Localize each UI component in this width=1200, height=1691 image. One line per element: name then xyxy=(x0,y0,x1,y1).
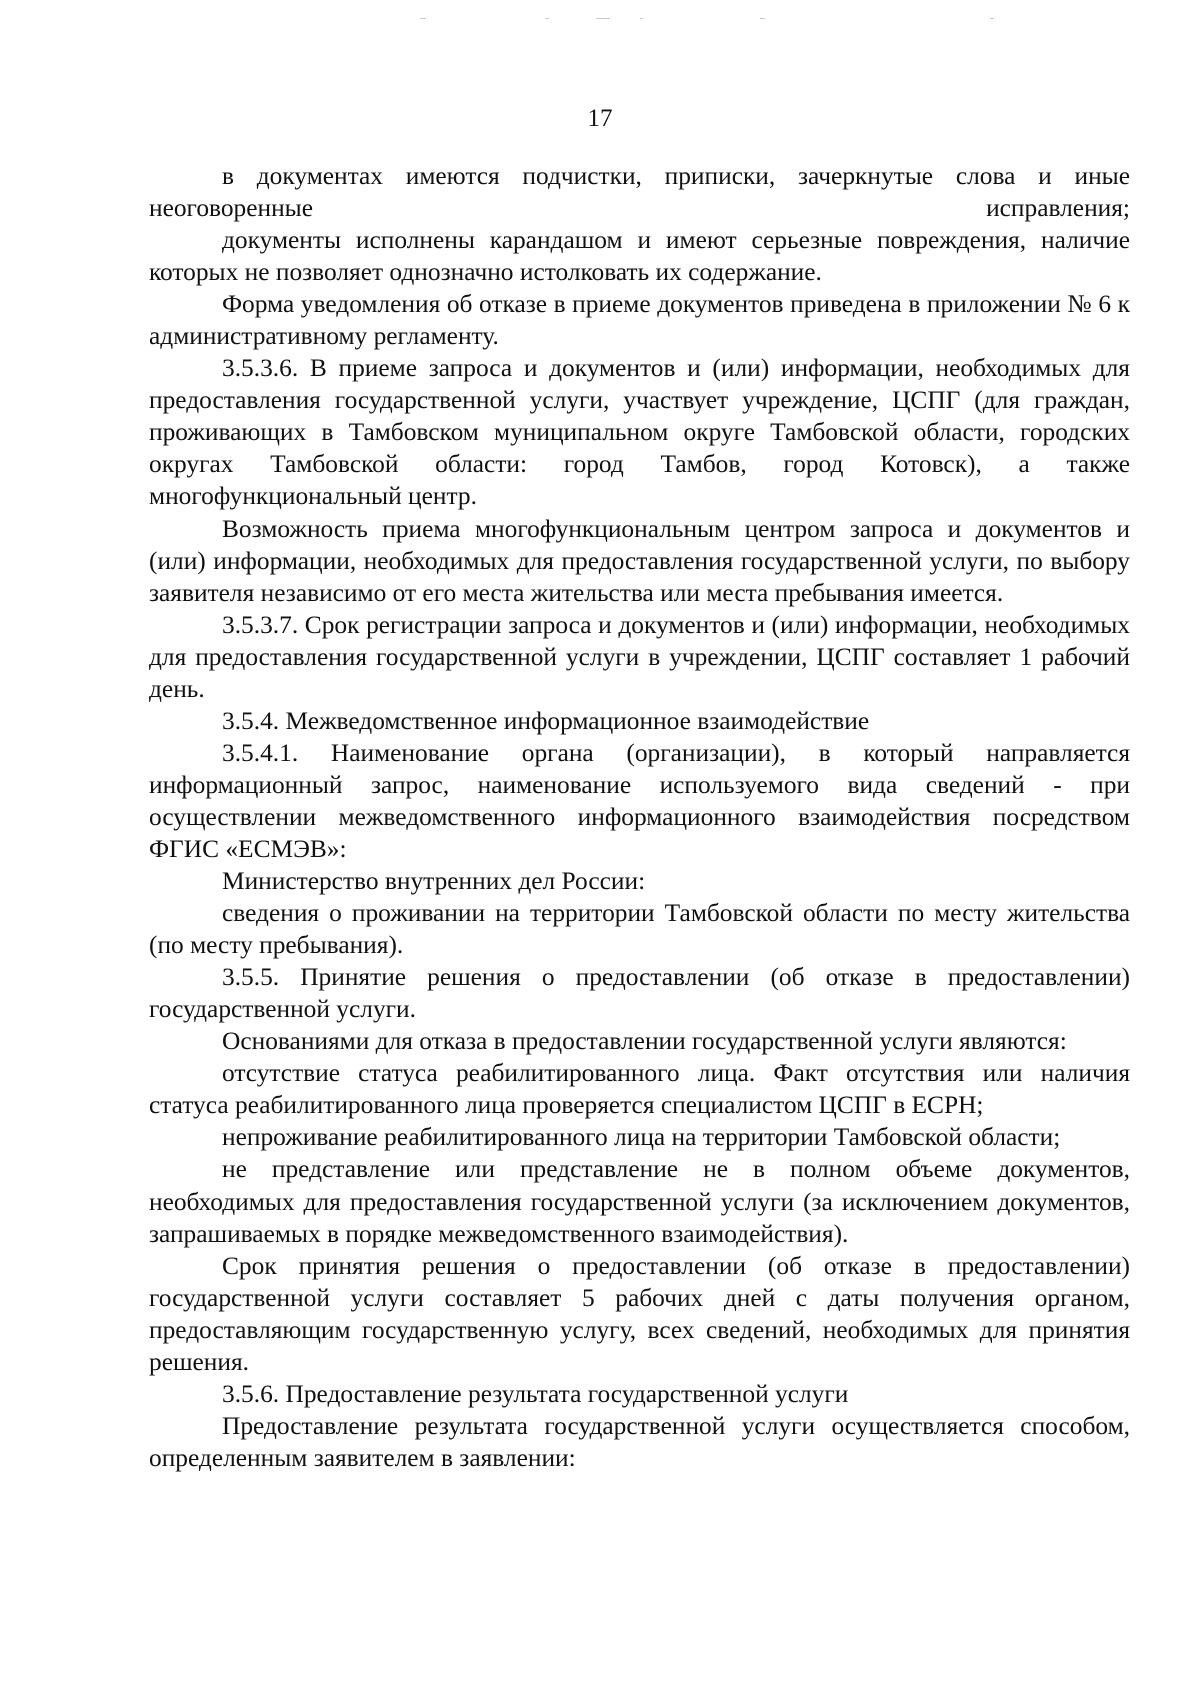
paragraph: 3.5.5. Принятие решения о предоставлении (об отказе в предоставлении) государственной услуги. xyxy=(149,963,1130,1024)
paragraph: непроживание реабилитированного лица на территории Тамбовской области; xyxy=(222,1123,1061,1152)
paragraph: Предоставление результата государственной услуги осуществляется способом, определенным заявителем в заявлении: xyxy=(149,1411,1130,1472)
paragraph: не представление или представление не в полном объеме документов, необходимых для предоставления государственной услуги (за исключением документов, запрашиваемых в порядке межведомственного взаимодействия). xyxy=(149,1155,1130,1248)
page-number: 17 xyxy=(587,105,613,132)
paragraph: 3.5.3.7. Срок регистрации запроса и документов и (или) информации, необходимых для предоставления государственной услуги в учреждении, ЦСПГ составляет 1 рабочий день. xyxy=(149,610,1130,703)
paragraph: отсутствие статуса реабилитированного лица. Факт отсутствия или наличия статуса реабилитированного лица проверяется специалистом ЦСПГ в ЕСРН; xyxy=(149,1059,1130,1120)
paragraph: Основаниями для отказа в предоставлении государственной услуги являются: xyxy=(222,1027,1067,1056)
paragraph: 3.5.4.1. Наименование органа (организации), в который направляется информационный запрос, наименование используемого вида сведений - при осуществлении межведомственного информационного взаимодействия посредством ФГИС «ЕСМЭВ»: xyxy=(149,738,1130,863)
paragraph: сведения о проживании на территории Тамбовской области по месту жительства (по месту пребывания). xyxy=(149,899,1130,960)
paragraph: Возможность приема многофункциональным центром запроса и документов и (или) информации, необходимых для предоставления государственной услуги, по выбору заявителя независимо от его места жительства или места пребывания имеется. xyxy=(149,514,1130,607)
paragraph: Форма уведомления об отказе в приеме документов приведена в приложении № 6 к административному регламенту. xyxy=(149,290,1130,351)
scan-artifacts xyxy=(0,18,1200,24)
paragraph: Министерство внутренних дел России: xyxy=(222,867,646,896)
paragraph: в документах имеются подчистки, приписки, зачеркнутые слова и иные неоговоренные исправления; xyxy=(149,162,1130,223)
section-heading: 3.5.6. Предоставление результата государственной услуги xyxy=(222,1379,849,1408)
section-heading: 3.5.4. Межведомственное информационное взаимодействие xyxy=(222,706,870,735)
paragraph: 3.5.3.6. В приеме запроса и документов и (или) информации, необходимых для предоставления государственной услуги, участвует учреждение, ЦСПГ (для граждан, проживающих в Тамбовском муниципальном округе Тамбовской области, городских округах Тамбовской области: город Тамбов, город Котовск), а также многофункциональный центр. xyxy=(149,354,1130,511)
paragraph: Срок принятия решения о предоставлении (об отказе в предоставлении) государственной услуги составляет 5 рабочих дней с даты получения органом, предоставляющим государственную услугу, всех сведений, необходимых для принятия решения. xyxy=(149,1251,1130,1376)
paragraph: документы исполнены карандашом и имеют серьезные повреждения, наличие которых не позволяет однозначно истолковать их содержание. xyxy=(149,226,1130,287)
document-body xyxy=(149,160,1130,1474)
